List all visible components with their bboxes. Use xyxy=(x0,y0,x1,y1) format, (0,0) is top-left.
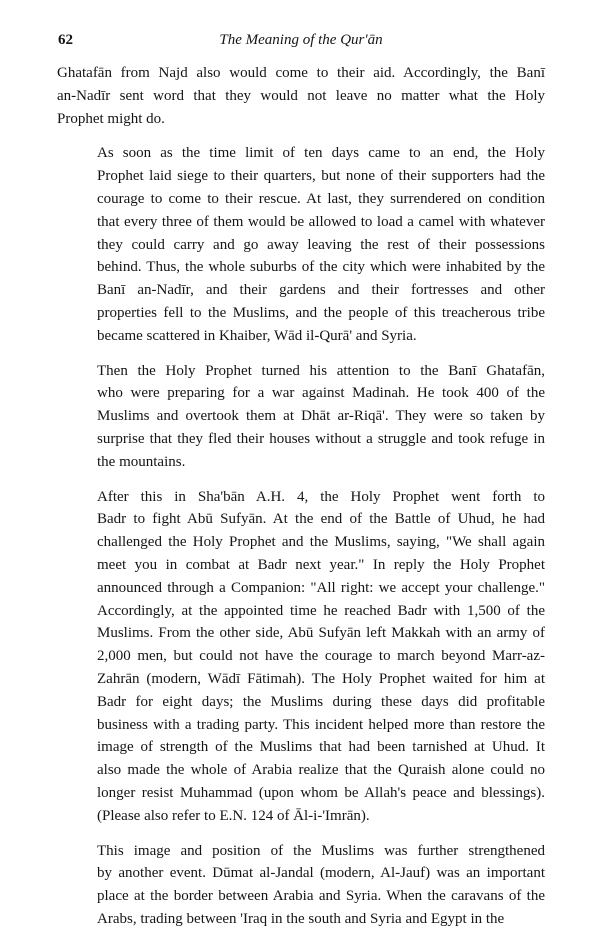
text-line: became scattered in Khaiber, Wād il-Qurā' and Syria. xyxy=(97,327,417,344)
text-line: (Please also refer to E.N. 124 of Āl-i-'Imrān). xyxy=(97,807,370,824)
text-line: an-Nadīr sent word that they would not leave no matter what the Holy xyxy=(57,87,545,104)
paragraph xyxy=(57,486,545,828)
text-line: Zahrān (modern, Wādī Fātimah). The Holy Prophet waited for him at xyxy=(97,670,545,687)
text-line: challenged the Holy Prophet and the Muslims, saying, "We shall again xyxy=(97,534,545,551)
text-line: This image and position of the Muslims was further strengthened xyxy=(97,842,545,859)
paragraph xyxy=(57,360,545,474)
text-line: the mountains. xyxy=(97,453,186,470)
text-line: longer resist Muhammad (upon whom be Allah's peace and blessings). xyxy=(97,784,545,801)
text-line: After this in Sha'bān A.H. 4, the Holy Prophet went forth to xyxy=(97,488,545,505)
text-line: Banī an-Nadīr, and their gardens and their fortresses and other xyxy=(97,282,545,299)
text-line: Then the Holy Prophet turned his attention to the Banī Ghatafān, xyxy=(97,362,545,379)
text-line: Badr to fight Abū Sufyān. At the end of the Battle of Uhud, he had xyxy=(97,511,545,528)
text-line: Prophet might do. xyxy=(57,110,165,127)
text-line: by another event. Dūmat al-Jandal (modern, Al-Jauf) was an important xyxy=(97,865,545,882)
text-line: Ghatafān from Najd also would come to their aid. Accordingly, the Banī xyxy=(57,65,545,81)
text-line: As soon as the time limit of ten days came to an end, the Holy xyxy=(97,145,545,162)
text-line: Prophet laid siege to their quarters, but none of their supporters had the xyxy=(97,168,545,185)
page-number: 62 xyxy=(58,32,73,48)
paragraph xyxy=(57,62,545,130)
text-line: also made the whole of Arabia realize that the Quraish alone could no xyxy=(97,762,545,779)
paragraph xyxy=(57,840,545,931)
text-line: Badr for eight days; the Muslims during these days did profitable xyxy=(97,693,545,710)
text-line: business with a trading party. This incident helped more than restore the xyxy=(97,716,545,733)
running-header xyxy=(57,32,545,54)
text-line: surprise that they fled their houses without a struggle and took refuge in xyxy=(97,430,545,447)
text-line: 2,000 men, but could not have the courage to march beyond Marr-az- xyxy=(97,648,545,665)
text-line: announced through a Companion: "All right: we accept your challenge." xyxy=(97,579,545,596)
text-line: they could carry and go away leaving the rest of their possessions xyxy=(97,236,545,253)
text-line: that every three of them would be allowed to load a camel with whatever xyxy=(97,213,545,230)
text-line: courage to come to their rescue. At last, they surrendered on condition xyxy=(97,190,545,207)
text-line: behind. Thus, the whole suburbs of the city which were inhabited by the xyxy=(97,259,545,276)
running-title: The Meaning of the Qur'ān xyxy=(219,32,383,48)
text-line: Arabs, trading between 'Iraq in the south and Syria and Egypt in the xyxy=(97,910,505,927)
text-line: properties fell to the Muslims, and the people of this treacherous tribe xyxy=(97,304,545,321)
text-line: Muslims. From the other side, Abū Sufyān left Makkah with an army of xyxy=(97,625,545,642)
body-text xyxy=(57,62,545,931)
text-line: image of strength of the Muslims that had been tarnished at Uhud. It xyxy=(97,739,545,756)
text-line: Muslims and overtook them at Dhāt ar-Riqā'. They were so taken by xyxy=(97,408,545,425)
text-line: meet you in combat at Badr next year." In reply the Holy Prophet xyxy=(97,556,545,573)
text-line: who were preparing for a war against Madinah. He took 400 of the xyxy=(97,385,545,402)
text-line: place at the border between Arabia and Syria. When the caravans of the xyxy=(97,888,545,905)
paragraph xyxy=(57,142,545,347)
text-line: Accordingly, at the appointed time he reached Badr with 1,500 of the xyxy=(97,602,545,619)
